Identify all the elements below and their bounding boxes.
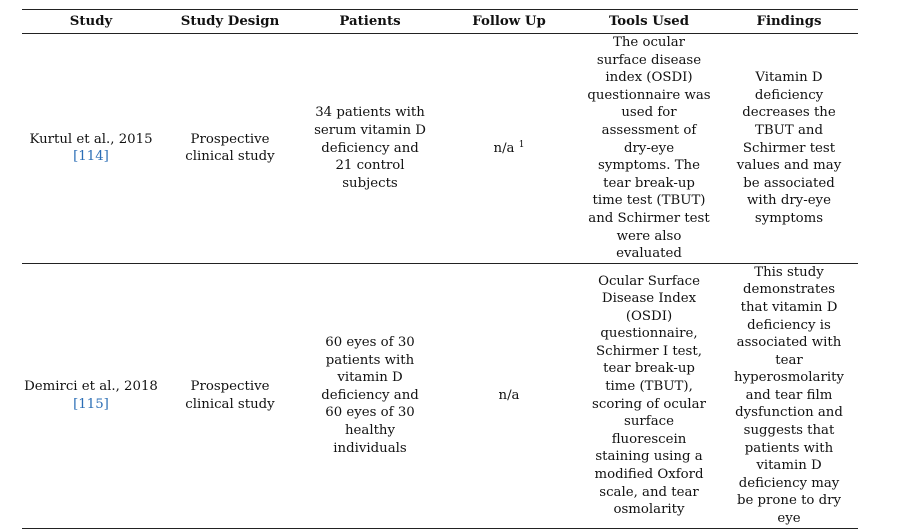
reference-link[interactable]: [114] xyxy=(73,149,109,165)
header-study-design: Study Design xyxy=(160,10,300,34)
findings-cell xyxy=(720,34,858,264)
header-follow-up: Follow Up xyxy=(440,10,578,34)
table-row xyxy=(22,263,858,528)
study-design-text: Prospective clinical study xyxy=(185,379,275,412)
table-row xyxy=(22,34,858,264)
tools-cell xyxy=(578,263,720,528)
reference-link[interactable]: [115] xyxy=(73,396,109,412)
header-row xyxy=(22,10,858,34)
footnote-marker[interactable]: 1 xyxy=(518,139,525,150)
patients-text: 60 eyes of 30 patients with vitamin D deficiency and 60 eyes of 30 healthy individuals xyxy=(321,335,419,456)
header-findings: Findings xyxy=(720,10,858,34)
patients-cell xyxy=(300,34,440,264)
study-cell xyxy=(22,263,160,528)
tools-text: Ocular Surface Disease Index (OSDI) questionnaire, Schirmer I test, tear break-up time (TBUT), scoring of ocular surface fluorescein staining using a modified Oxford scale, and tear osmolarity xyxy=(592,273,706,518)
study-design-cell xyxy=(160,263,300,528)
follow-up-cell xyxy=(440,263,578,528)
tools-text: The ocular surface disease index (OSDI) questionnaire was used for assessment of dry-eye symptoms. The tear break-up time test (TBUT) and Schirmer test were also evaluated xyxy=(587,35,711,262)
tools-cell xyxy=(578,34,720,264)
studies-table xyxy=(22,9,858,529)
study-design-text: Prospective clinical study xyxy=(185,131,275,165)
patients-text: 34 patients with serum vitamin D deficiency and 21 control subjects xyxy=(314,105,426,191)
follow-up-cell xyxy=(440,34,578,264)
findings-cell xyxy=(720,263,858,528)
header-tools-used: Tools Used xyxy=(578,10,720,34)
patients-cell xyxy=(300,263,440,528)
follow-up-text: n/a xyxy=(498,387,520,403)
study-cell xyxy=(22,34,160,264)
study-design-cell xyxy=(160,34,300,264)
findings-text: This study demonstrates that vitamin D deficiency is associated with tear hyperosmolarity and tear film dysfunction and suggests that patients with vitamin D deficiency may be prone to dry eye xyxy=(734,264,844,527)
header-study: Study xyxy=(22,10,160,34)
header-patients: Patients xyxy=(300,10,440,34)
study-name: Demirci et al., 2018 xyxy=(24,379,158,395)
study-name: Kurtul et al., 2015 xyxy=(29,131,153,147)
follow-up-text: n/a xyxy=(493,140,515,156)
findings-text: Vitamin D deficiency decreases the TBUT and Schirmer test values and may be associated with dry-eye symptoms xyxy=(736,70,842,226)
